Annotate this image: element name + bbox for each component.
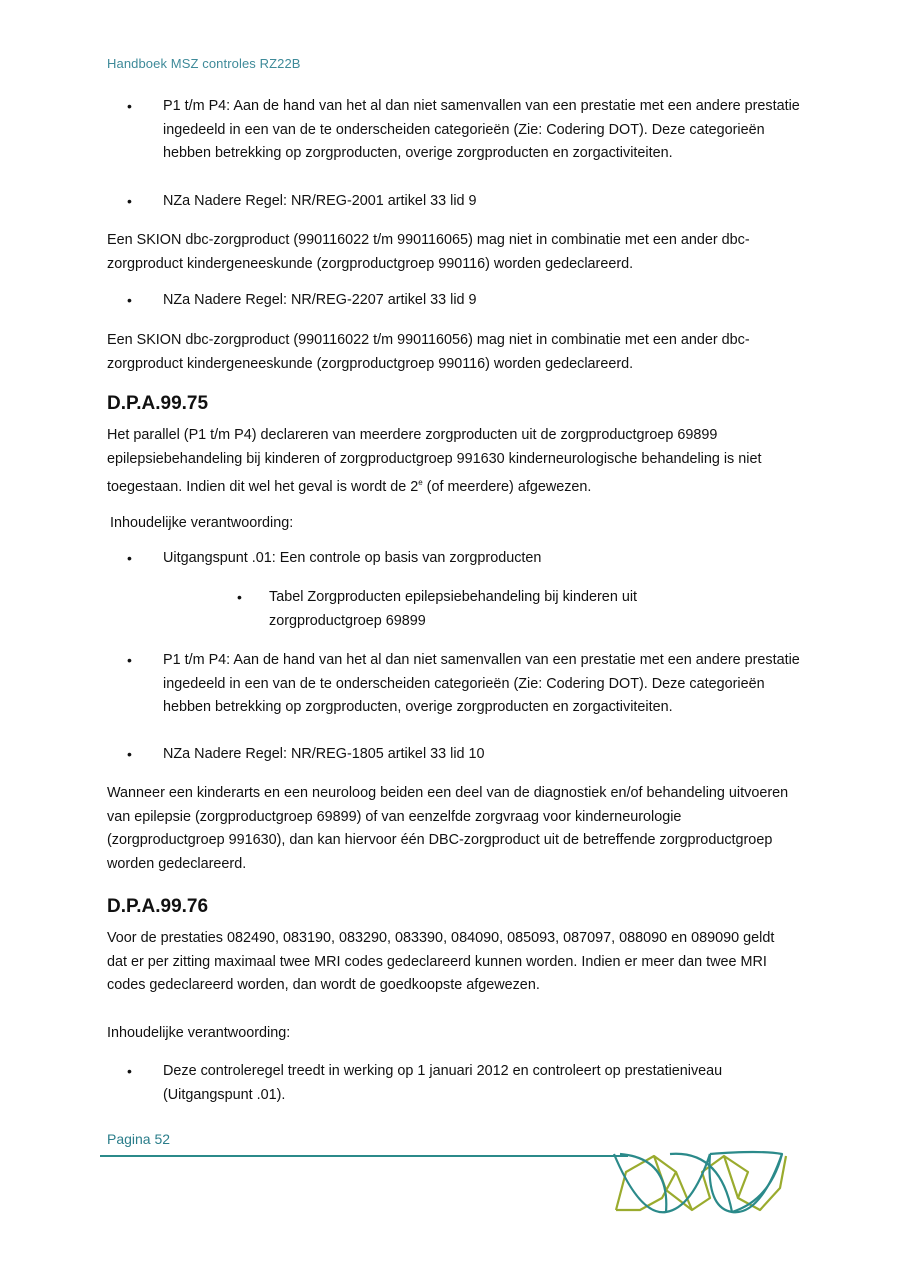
list-item-text: Tabel Zorgproducten epilepsiebehandeling bij kinderen uit zorgproductgroep 69899 [269,589,638,629]
bullet-icon: • [127,746,132,762]
bullet-icon: • [127,1063,132,1079]
list-item-text: P1 t/m P4: Aan de hand van het al dan niet samenvallen van een prestatie met een andere prestatie ingedeeld in een van de te onderscheiden categorieën (Zie: Codering DOT). Deze categorieën hebben betrekking op zorgproducten, overige zorgproducten en zorgactiviteiten. [163,652,800,715]
list-item-text: Deze controleregel treedt in werking op 1 januari 2012 en controleert op prestatieniveau (Uitgangspunt .01). [163,1063,723,1103]
bullet-icon: • [127,98,132,114]
list-item-text: NZa Nadere Regel: NR/REG-2001 artikel 33 lid 9 [163,193,477,209]
footer-logo-icon [610,1150,790,1215]
intro-text-end: (of meerdere) afgewezen. [422,478,592,495]
logo-teal-arcs [614,1152,782,1212]
page-number: Pagina 52 [107,1131,171,1147]
intro-text: Het parallel (P1 t/m P4) declareren van meerdere zorgproducten uit de zorgproductgroep 69899 epilepsiebehandeling bij kinderen of zorgproductgroep 991630 kinderneurologische behandeling is niet toegestaan. Indien dit wel het geval is wordt de 2 [107,427,762,495]
paragraph: Een SKION dbc-zorgproduct (990116022 t/m 990116065) mag niet in combinatie met een ander dbc-zorgproduct kindergeneeskunde (zorgproductgroep 990116) worden gedeclareerd. [107,232,750,272]
bullet-icon: • [127,193,132,209]
list-item-text: Uitgangspunt .01: Een controle op basis van zorgproducten [163,550,542,566]
footer-rule [100,1155,628,1157]
bullet-icon: • [127,550,132,566]
bullet-icon: • [237,589,242,605]
paragraph: Wanneer een kinderarts en een neuroloog beiden een deel van de diagnostiek en/of behandeling uitvoeren van epilepsie (zorgproductgroep 69899) of van eenzelfde zorgvraag voor kinderneurologie (zorgproductgroep 991630), dan kan hiervoor één DBC-zorgproduct uit de betreffende zorgproductgroep worden gedeclareerd. [107,785,789,872]
paragraph [107,424,797,499]
section-label: Inhoudelijke verantwoording: [110,515,294,531]
paragraph: Voor de prestaties 082490, 083190, 083290, 083390, 084090, 085093, 087097, 088090 en 089090 geldt dat er per zitting maximaal twee MRI codes gedeclareerd kunnen worden. Indien er meer dan twee MRI codes gedeclareerd worden, dan wordt de goedkoopste afgewezen. [107,930,775,993]
bullet-icon: • [127,652,132,668]
list-item-text: NZa Nadere Regel: NR/REG-1805 artikel 33 lid 10 [163,746,485,762]
bullet-icon: • [127,292,132,308]
section-heading: D.P.A.99.75 [107,393,209,414]
list-item-text: P1 t/m P4: Aan de hand van het al dan niet samenvallen van een prestatie met een andere prestatie ingedeeld in een van de te onderscheiden categorieën (Zie: Codering DOT). Deze categorieën hebben betrekking op zorgproducten, overige zorgproducten en zorgactiviteiten. [163,98,800,161]
section-label: Inhoudelijke verantwoording: [107,1025,291,1041]
section-heading: D.P.A.99.76 [107,896,209,917]
list-item-text: NZa Nadere Regel: NR/REG-2207 artikel 33 lid 9 [163,292,477,308]
paragraph: Een SKION dbc-zorgproduct (990116022 t/m 990116056) mag niet in combinatie met een ander dbc-zorgproduct kindergeneeskunde (zorgproductgroep 990116) worden gedeclareerd. [107,332,750,372]
running-header: Handboek MSZ controles RZ22B [107,56,301,71]
superscript: e [418,478,423,487]
